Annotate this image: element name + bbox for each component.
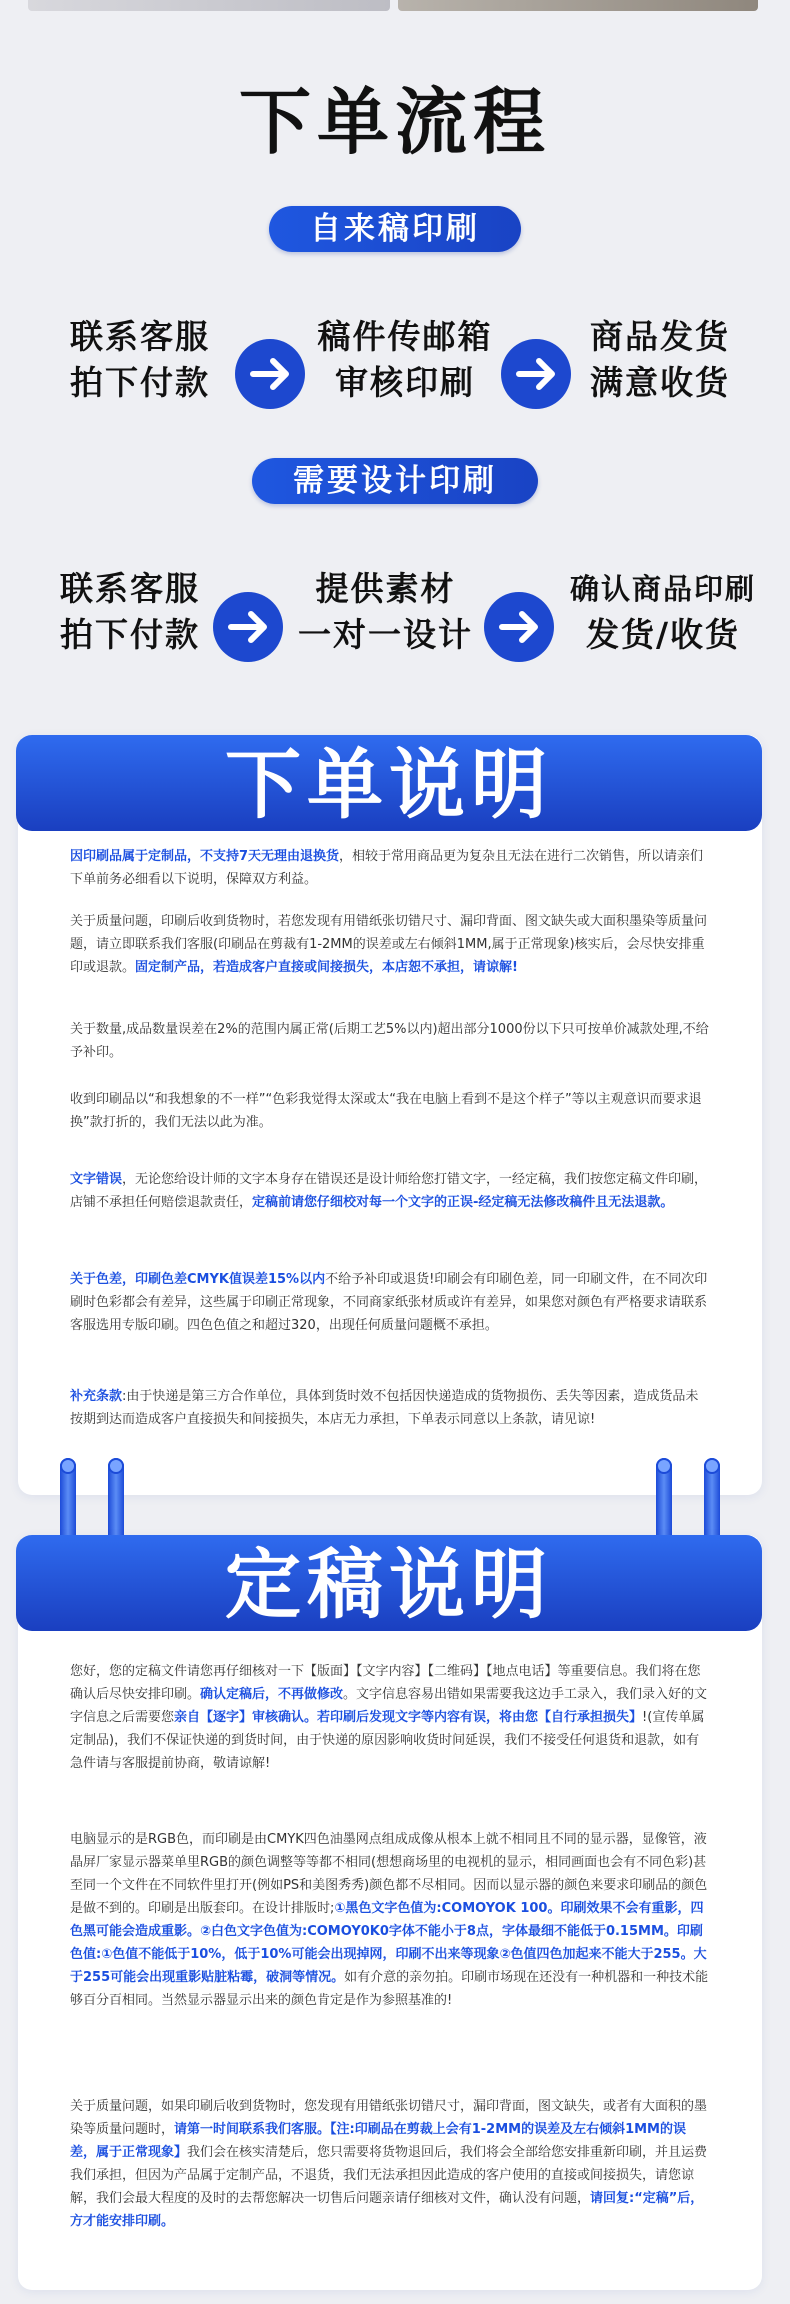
order-note-subjective: 收到印刷品以“和我想象的不一样”“色彩我觉得太深或太“我在电脑上看到不是这个样子”等以主观意识而要求退换”款打折的，我们无法以此为准。 xyxy=(70,1092,702,1130)
top-image-strip xyxy=(0,0,790,14)
order-note-color: 关于色差，印刷色差CMYK值误差15%以内不给予补印或退货!印刷会有印刷色差，同一印刷文件，在不同次印刷时色彩都会有差异，这些属于印刷正常现象，不同商家纸张材质或许有差异，如果您对颜色有严格要求请联系客服选用专版印刷。四色色值之和超过320，出现任何质量问题概不承担。 xyxy=(70,1272,708,1333)
section-label-self-artwork: 自来稿印刷 xyxy=(269,206,521,252)
step-materials-design: 提供素材 一对一设计 xyxy=(298,569,473,654)
process-title: 下单流程 xyxy=(238,80,551,164)
step-contact-pay: 联系客服 拍下付款 xyxy=(70,317,210,402)
arrow-right-icon xyxy=(235,339,305,409)
order-note-quantity: 关于数量,成品数量误差在2%的范围内属正常(后期工艺5%以内)超出部分1000份以下只可按单价减款处理,不给予补印。 xyxy=(70,1022,709,1060)
section-label-design-print: 需要设计印刷 xyxy=(252,458,538,504)
arrow-right-icon xyxy=(484,592,554,662)
final-note-quality: 关于质量问题，如果印刷后收到货物时，您发现有用错纸张切错尺寸，漏印背面，图文缺失，或者有大面积的墨染等质量问题时，请第一时间联系我们客服。【注:印刷品在剪裁上会有1-2MM的误差及左右倾斜1MM的误差，属于正常现象】我们会在核实清楚后，您只需要将货物退回后，我们将会全部给您安排重新印刷，并且运费我们承担，但因为产品属于定制产品，不退货，我们无法承担因此造成的客户使用的直接或间接损失，请您谅解，我们会最大程度的及时的去帮您解决一切售后问题亲请仔细核对文件，确认没有问题，请回复:“定稿”后，方才能安排印刷。 xyxy=(70,2099,708,2229)
step-email-review: 稿件传邮箱 审核印刷 xyxy=(317,317,493,402)
step-ship-receive: 商品发货 满意收货 xyxy=(590,317,730,402)
final-note-confirm-content: 您好，您的定稿文件请您再仔细核对一下【版面】【文字内容】【二维码】【地点电话】等重要信息。我们将在您确认后尽快安排印刷。确认定稿后，不再做修改。文字信息容易出错如果需要我这边手工录入，我们录入好的文字信息之后需要您亲自【逐字】审核确认。若印刷后发现文字等内容有误，将由您【自行承担损失】!(宣传单属定制品)，我们不保证快递的到货时间，由于快递的原因影响收货时间延误，我们不接受任何退货和退款，如有急件请与客服提前协商，敬请谅解! xyxy=(70,1664,708,1771)
final-notes-title: 定稿说明 xyxy=(225,1540,553,1629)
arrow-right-icon xyxy=(213,592,283,662)
step-contact-pay-2: 联系客服 拍下付款 xyxy=(60,569,200,654)
product-photo-right xyxy=(398,0,758,11)
order-process-section xyxy=(0,14,790,734)
order-note-quality: 关于质量问题，印刷后收到货物时，若您发现有用错纸张切错尺寸、漏印背面、图文缺失或大面积墨染等质量问题，请立即联系我们客服(印刷品在剪裁有1-2MM的误差或左右倾斜1MM,属于正常现象)核实后，会尽快安排重印或退款。固定制产品，若造成客户直接或间接损失，本店恕不承担，请谅解! xyxy=(70,914,708,975)
order-note-custom-product: 因印刷品属于定制品，不支持7天无理由退换货，相较于常用商品更为复杂且无法在进行二次销售，所以请亲们下单前务必细看以下说明，保障双方利益。 xyxy=(70,849,704,887)
step-confirm-ship: 确认商品印刷 发货/收货 xyxy=(569,572,756,654)
order-notes-title: 下单说明 xyxy=(225,740,553,829)
arrow-right-icon xyxy=(501,339,571,409)
order-note-supplement: 补充条款:由于快递是第三方合作单位，具体到货时效不包括因快递造成的货物损伤、丢失等因素，造成货品未按期到达而造成客户直接损失和间接损失，本店无力承担，下单表示同意以上条款，请见谅! xyxy=(70,1389,699,1427)
final-note-color-values: 电脑显示的是RGB色，而印刷是由CMYK四色油墨网点组成成像从根本上就不相同且不同的显示器，显像管，液晶屏厂家显示器菜单里RGB的颜色调整等等都不相同(想想商场里的电视机的显示，相同画面也会有不同色彩)甚至同一个文件在不同软件里打开(例如PS和美图秀秀)颜色都不尽相同。因而以显示器的颜色来要求印刷品的颜色是做不到的。印刷是出版套印。在设计排版时;①黑色文字色值为:COMOYOK 100。印刷效果不会有重影，四色黑可能会造成重影。②白色文字色值为:COMOY0K0字体不能小于8点，字体最细不能低于0.15MM。印刷色值:①色值不能低于10%，低于10%可能会出现掉网，印刷不出来等现象②色值四色加起来不能大于255。大于255可能会出现重影贴脏粘霉，破洞等情况。如有介意的亲勿拍。印刷市场现在还没有一种机器和一种技术能够百分百相同。当然显示器显示出来的颜色肯定是作为参照基准的! xyxy=(70,1832,709,2008)
order-note-text-errors: 文字错误，无论您给设计师的文字本身存在错误还是设计师给您打错文字，一经定稿，我们按您定稿文件印刷，店铺不承担任何赔偿退款责任，定稿前请您仔细校对每一个文字的正误-经定稿无法修改稿件且无法退款。 xyxy=(70,1172,708,1210)
final-notes-banner xyxy=(16,1535,762,1631)
order-notes-banner xyxy=(16,735,762,831)
product-photo-left xyxy=(28,0,390,11)
